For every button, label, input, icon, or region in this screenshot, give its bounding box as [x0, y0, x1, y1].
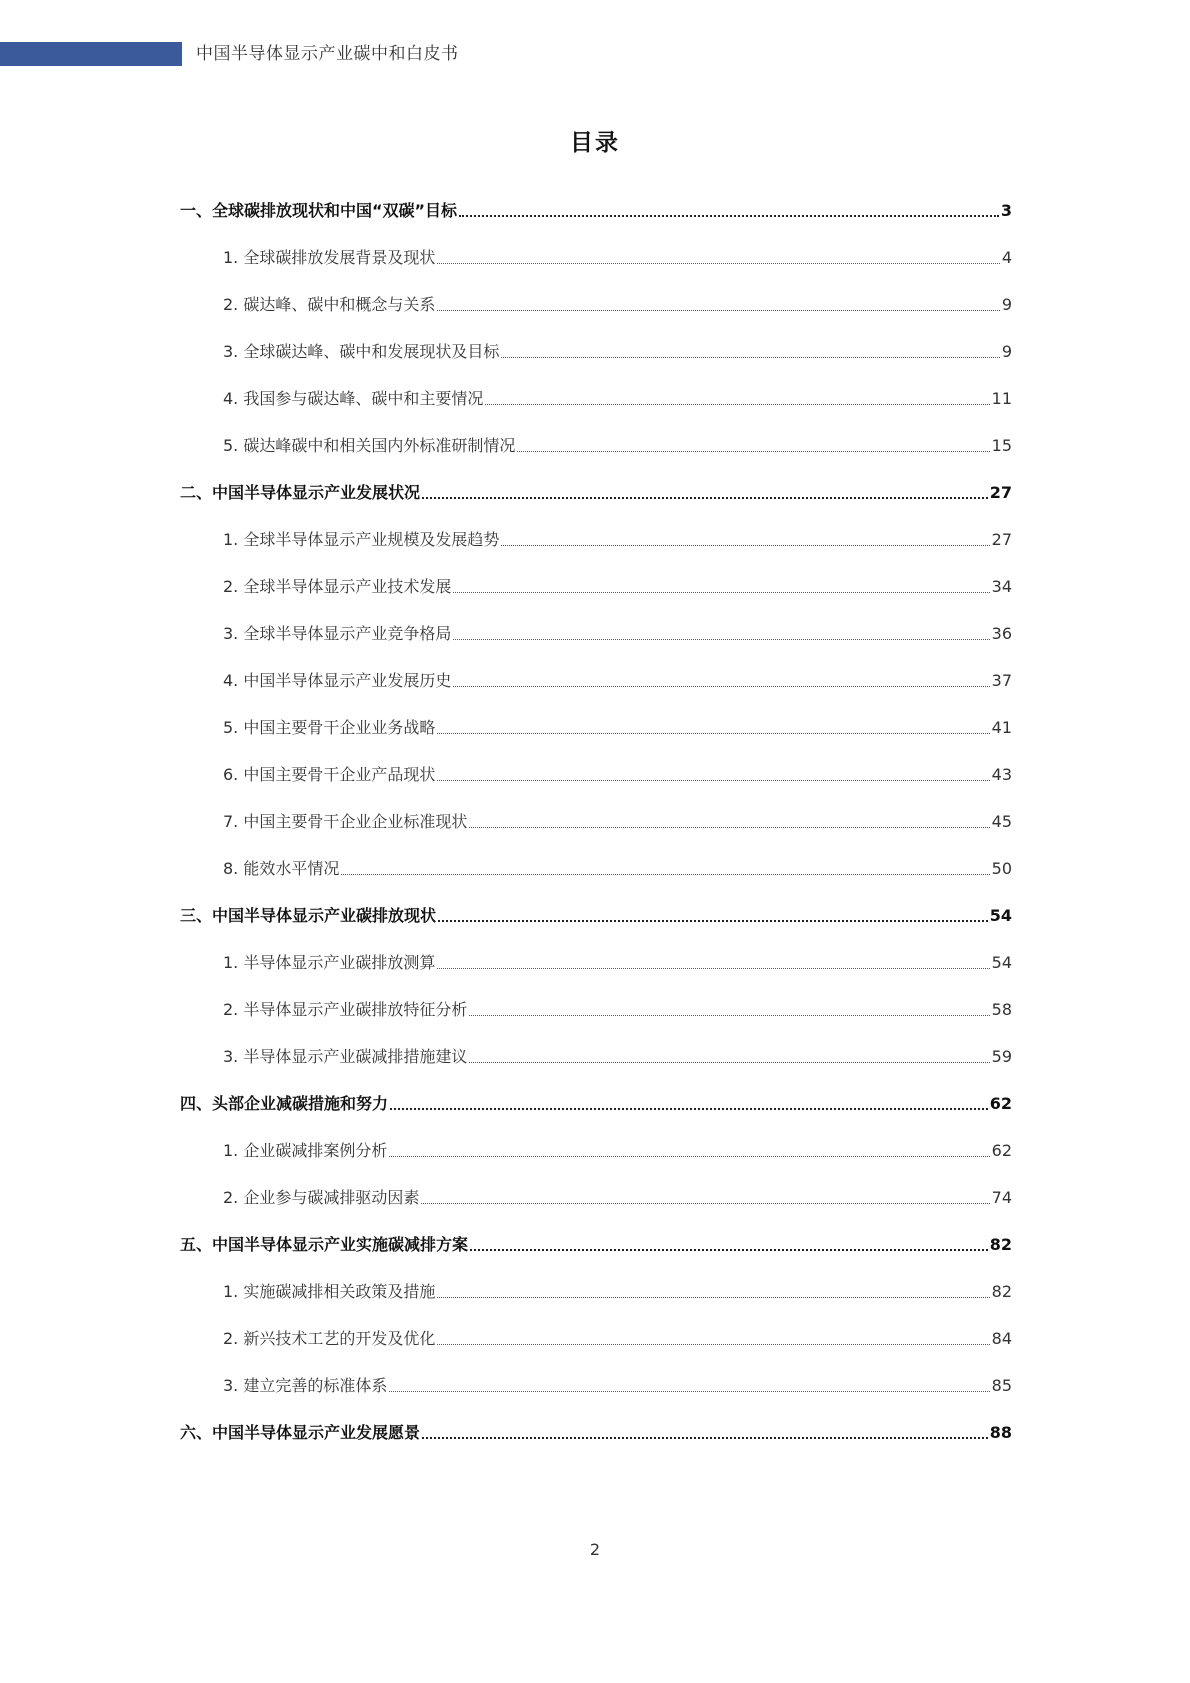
toc-entry-page: 34 [991, 577, 1012, 596]
toc-entry-page: 82 [989, 1235, 1012, 1254]
header-title: 中国半导体显示产业碳中和白皮书 [196, 44, 459, 64]
toc-entry-label: 1. 实施碳减排相关政策及措施 [223, 1282, 436, 1301]
toc-entry-label: 五、中国半导体显示产业实施碳减排方案 [180, 1235, 469, 1254]
toc-entry-label: 4. 我国参与碳达峰、碳中和主要情况 [223, 389, 484, 408]
toc-section-entry[interactable] [180, 457, 1012, 504]
toc-subsection-entry[interactable] [180, 1303, 1012, 1350]
toc-dot-leader [390, 1108, 988, 1110]
toc-entry-page: 27 [989, 483, 1012, 502]
table-of-contents [180, 175, 1012, 1444]
toc-section-entry[interactable] [180, 175, 1012, 222]
toc-section-entry[interactable] [180, 1397, 1012, 1444]
toc-section-entry[interactable] [180, 1068, 1012, 1115]
toc-entry-page: 58 [991, 1000, 1012, 1019]
toc-dot-leader [485, 404, 989, 405]
toc-entry-label: 1. 半导体显示产业碳排放测算 [223, 953, 436, 972]
toc-entry-label: 4. 中国半导体显示产业发展历史 [223, 671, 452, 690]
toc-entry-page: 62 [991, 1141, 1012, 1160]
toc-entry-page: 54 [989, 906, 1012, 925]
toc-section-entry[interactable] [180, 1209, 1012, 1256]
toc-entry-label: 5. 中国主要骨干企业业务战略 [223, 718, 436, 737]
toc-subsection-entry[interactable] [180, 316, 1012, 363]
toc-entry-page: 88 [989, 1423, 1012, 1442]
toc-dot-leader [422, 1437, 988, 1439]
toc-dot-leader [501, 357, 999, 358]
toc-entry-label: 二、中国半导体显示产业发展状况 [180, 483, 421, 502]
toc-subsection-entry[interactable] [180, 974, 1012, 1021]
toc-entry-label: 1. 企业碳减排案例分析 [223, 1141, 388, 1160]
toc-entry-page: 4 [1001, 248, 1012, 267]
toc-dot-leader [437, 968, 989, 969]
toc-subsection-entry[interactable] [180, 1256, 1012, 1303]
toc-entry-page: 41 [991, 718, 1012, 737]
toc-subsection-entry[interactable] [180, 363, 1012, 410]
toc-entry-page: 50 [991, 859, 1012, 878]
toc-subsection-entry[interactable] [180, 739, 1012, 786]
toc-entry-label: 1. 全球碳排放发展背景及现状 [223, 248, 436, 267]
toc-entry-page: 37 [991, 671, 1012, 690]
toc-entry-label: 六、中国半导体显示产业发展愿景 [180, 1423, 421, 1442]
toc-entry-label: 2. 企业参与碳减排驱动因素 [223, 1188, 420, 1207]
toc-dot-leader [453, 686, 989, 687]
toc-entry-label: 5. 碳达峰碳中和相关国内外标准研制情况 [223, 436, 516, 455]
toc-dot-leader [389, 1156, 989, 1157]
toc-entry-label: 四、头部企业减碳措施和努力 [180, 1094, 389, 1113]
toc-dot-leader [453, 639, 989, 640]
toc-entry-label: 2. 半导体显示产业碳排放特征分析 [223, 1000, 468, 1019]
page-number: 2 [589, 1540, 601, 1559]
toc-dot-leader [437, 1344, 989, 1345]
toc-entry-page: 11 [991, 389, 1012, 408]
toc-subsection-entry[interactable] [180, 1350, 1012, 1397]
toc-section-entry[interactable] [180, 880, 1012, 927]
toc-entry-label: 3. 半导体显示产业碳减排措施建议 [223, 1047, 468, 1066]
toc-entry-page: 27 [991, 530, 1012, 549]
toc-entry-label: 6. 中国主要骨干企业产品现状 [223, 765, 436, 784]
toc-entry-label: 2. 碳达峰、碳中和概念与关系 [223, 295, 436, 314]
toc-dot-leader [438, 920, 988, 922]
toc-dot-leader [422, 497, 988, 499]
toc-entry-label: 2. 新兴技术工艺的开发及优化 [223, 1329, 436, 1348]
toc-dot-leader [470, 1249, 988, 1251]
toc-subsection-entry[interactable] [180, 927, 1012, 974]
toc-subsection-entry[interactable] [180, 786, 1012, 833]
toc-dot-leader [437, 780, 989, 781]
toc-entry-page: 54 [991, 953, 1012, 972]
toc-entry-page: 85 [991, 1376, 1012, 1395]
toc-subsection-entry[interactable] [180, 692, 1012, 739]
toc-entry-page: 82 [991, 1282, 1012, 1301]
toc-dot-leader [453, 592, 989, 593]
toc-subsection-entry[interactable] [180, 1115, 1012, 1162]
toc-subsection-entry[interactable] [180, 551, 1012, 598]
toc-entry-label: 8. 能效水平情况 [223, 859, 340, 878]
toc-heading: 目录 [570, 130, 620, 156]
toc-subsection-entry[interactable] [180, 269, 1012, 316]
toc-subsection-entry[interactable] [180, 1021, 1012, 1068]
toc-entry-page: 74 [991, 1188, 1012, 1207]
toc-subsection-entry[interactable] [180, 645, 1012, 692]
toc-entry-page: 43 [991, 765, 1012, 784]
toc-dot-leader [437, 733, 989, 734]
toc-entry-page: 36 [991, 624, 1012, 643]
toc-subsection-entry[interactable] [180, 598, 1012, 645]
toc-dot-leader [469, 1015, 989, 1016]
toc-dot-leader [501, 545, 989, 546]
toc-entry-page: 15 [991, 436, 1012, 455]
toc-dot-leader [341, 874, 989, 875]
toc-entry-label: 3. 建立完善的标准体系 [223, 1376, 388, 1395]
toc-dot-leader [469, 1062, 989, 1063]
toc-entry-label: 三、中国半导体显示产业碳排放现状 [180, 906, 437, 925]
toc-entry-label: 一、全球碳排放现状和中国“双碳”目标 [180, 201, 458, 220]
toc-dot-leader [459, 215, 999, 217]
toc-subsection-entry[interactable] [180, 833, 1012, 880]
toc-dot-leader [437, 310, 999, 311]
toc-entry-page: 3 [1000, 201, 1012, 220]
toc-entry-label: 3. 全球碳达峰、碳中和发展现状及目标 [223, 342, 500, 361]
toc-entry-label: 2. 全球半导体显示产业技术发展 [223, 577, 452, 596]
toc-entry-page: 62 [989, 1094, 1012, 1113]
toc-entry-label: 7. 中国主要骨干企业企业标准现状 [223, 812, 468, 831]
toc-dot-leader [421, 1203, 989, 1204]
toc-entry-label: 1. 全球半导体显示产业规模及发展趋势 [223, 530, 500, 549]
toc-entry-page: 9 [1001, 295, 1012, 314]
toc-subsection-entry[interactable] [180, 222, 1012, 269]
toc-entry-page: 84 [991, 1329, 1012, 1348]
toc-subsection-entry[interactable] [180, 504, 1012, 551]
toc-subsection-entry[interactable] [180, 410, 1012, 457]
toc-dot-leader [437, 1297, 989, 1298]
toc-entry-page: 59 [991, 1047, 1012, 1066]
toc-dot-leader [469, 827, 989, 828]
toc-entry-page: 45 [991, 812, 1012, 831]
toc-entry-page: 9 [1001, 342, 1012, 361]
toc-dot-leader [517, 451, 989, 452]
toc-entry-label: 3. 全球半导体显示产业竞争格局 [223, 624, 452, 643]
toc-dot-leader [389, 1391, 989, 1392]
toc-subsection-entry[interactable] [180, 1162, 1012, 1209]
toc-dot-leader [437, 263, 999, 264]
header-color-bar [0, 42, 182, 66]
